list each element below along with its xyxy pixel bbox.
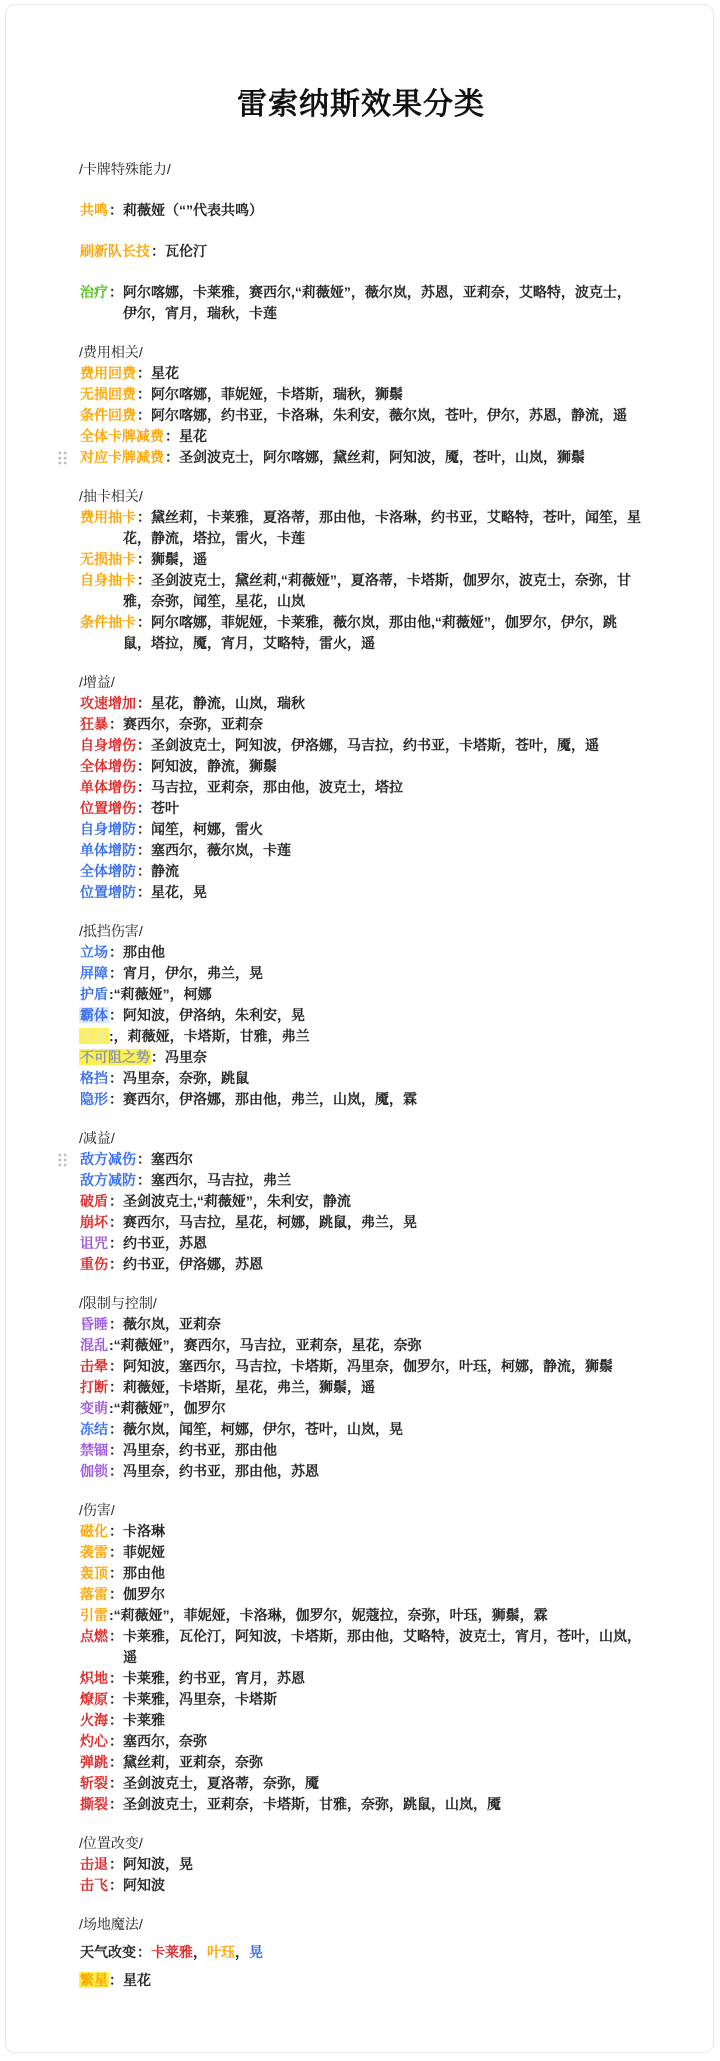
- effect-names: ：冯里奈，约书亚，那由他，苏恩: [109, 1463, 319, 1479]
- effect-names: ：菲妮娅: [109, 1544, 165, 1560]
- effect-row: [79, 1089, 643, 1110]
- effect-label: 击退: [80, 1856, 108, 1872]
- effect-name-segment: ：: [137, 1944, 151, 1960]
- effect-label: 敌方减伤: [80, 1151, 136, 1167]
- effect-label: 点燃: [80, 1628, 108, 1644]
- effect-names: ：黛丝莉，卡莱雅，夏洛蒂，那由他，卡洛琳，约书亚，艾略特，苍叶，闻笙，星花，静流，塔拉，雷火，卡莲: [123, 509, 641, 546]
- section-header: /位置改变/: [79, 1835, 143, 1851]
- effect-names: ：阿尔喀娜，约书亚，卡洛琳，朱利安，薇尔岚，苍叶，伊尔，苏恩，静流，遥: [137, 407, 627, 423]
- effect-label: 引雷: [80, 1607, 108, 1623]
- effect-row: [79, 693, 643, 714]
- effect-label: 全体增防: [80, 863, 136, 879]
- effect-names: :，莉薇娅，卡塔斯，甘雅，弗兰: [109, 1028, 310, 1044]
- effect-row: [79, 1440, 643, 1461]
- effect-label: 无损抽卡: [80, 551, 136, 567]
- effect-names: ：圣剑波克士，黛丝莉,“莉薇娅”，夏洛蒂，卡塔斯，伽罗尔，波克士，奈弥，甘雅，奈弥，闻笙，星花，山岚: [123, 572, 631, 609]
- effect-row: [79, 507, 643, 549]
- effect-label: 落雷: [80, 1586, 108, 1602]
- effect-row: [79, 1710, 643, 1731]
- effect-label: 袭雷: [80, 1544, 108, 1560]
- effect-row: [79, 447, 643, 468]
- effect-label: 斩裂: [80, 1775, 108, 1791]
- effect-names: ：塞西尔，奈弥: [109, 1733, 207, 1749]
- drag-handle-icon[interactable]: [57, 1152, 68, 1168]
- document-section: [79, 1128, 643, 1275]
- effect-label: 火海: [80, 1712, 108, 1728]
- effect-label: 对应卡牌减费: [80, 449, 164, 465]
- effect-row: [79, 200, 643, 221]
- document-section: [79, 1293, 643, 1482]
- effect-names: ：星花: [165, 428, 207, 444]
- effect-label: 变萌: [80, 1400, 108, 1416]
- effect-row: [79, 426, 643, 447]
- effect-label: 无损回费: [80, 386, 136, 402]
- effect-row: [79, 735, 643, 756]
- effect-row: [79, 549, 643, 570]
- effect-label: 打断: [80, 1379, 108, 1395]
- effect-names: ：狮鬃，遥: [137, 551, 207, 567]
- effect-names: ：赛西尔，奈弥，亚莉奈: [109, 716, 263, 732]
- effect-label: 费用回费: [80, 365, 136, 381]
- effect-names: ：薇尔岚，亚莉奈: [109, 1316, 221, 1332]
- effect-names: ：冯里奈: [151, 1049, 207, 1065]
- effect-row: [79, 1314, 643, 1335]
- effect-names: :“莉薇娅”，柯娜: [109, 986, 212, 1002]
- effect-row: [79, 1377, 643, 1398]
- effect-label: 混乱: [80, 1337, 108, 1353]
- effect-label: 刷新队长技: [80, 243, 150, 259]
- effect-row: [79, 1752, 643, 1773]
- section-header: /费用相关/: [79, 344, 143, 360]
- effect-names: ：塞西尔: [137, 1151, 193, 1167]
- effect-row: [79, 1254, 643, 1275]
- effect-row: [79, 1773, 643, 1794]
- document-page: [5, 4, 714, 2053]
- effect-names: ：星花: [109, 1972, 151, 1988]
- effect-row: [79, 1026, 643, 1047]
- effect-label: 立场: [80, 944, 108, 960]
- effect-label: 狂暴: [80, 716, 108, 732]
- effect-label: 费用抽卡: [80, 509, 136, 525]
- effect-names: ：阿知波: [109, 1877, 165, 1893]
- effect-row: [79, 1626, 643, 1668]
- effect-names: ：黛丝莉，亚莉奈，奈弥: [109, 1754, 263, 1770]
- effect-names: ：卡莱雅，冯里奈，卡塔斯: [109, 1691, 277, 1707]
- effect-label: 条件抽卡: [80, 614, 136, 630]
- effect-row: [79, 1970, 643, 1991]
- effect-label: 全体增伤: [80, 758, 136, 774]
- section-header: /卡牌特殊能力/: [79, 161, 171, 177]
- effect-names: ：伽罗尔: [109, 1586, 165, 1602]
- effect-label: 重伤: [80, 1256, 108, 1272]
- effect-names: ：阿知波，塞西尔，马吉拉，卡塔斯，冯里奈，伽罗尔，叶珏，柯娜，静流，狮鬃: [109, 1358, 613, 1374]
- effect-label: 敌方减防: [80, 1172, 136, 1188]
- effect-label: 禁锢: [80, 1442, 108, 1458]
- effect-label: 位置增伤: [80, 800, 136, 816]
- effect-row: [79, 1854, 643, 1875]
- document-content: [79, 159, 643, 1991]
- effect-name-segment: 叶珏: [207, 1944, 235, 1960]
- effect-row: [79, 777, 643, 798]
- effect-names: ：马吉拉，亚莉奈，那由他，波克士，塔拉: [137, 779, 403, 795]
- effect-label: 击晕: [80, 1358, 108, 1374]
- section-header: /限制与控制/: [79, 1295, 157, 1311]
- effect-names: ：阿尔喀娜，菲妮娅，卡莱雅，薇尔岚，那由他,“莉薇娅”，伽罗尔，伊尔，跳鼠，塔拉，魇，宵月，艾略特，雷火，遥: [123, 614, 617, 651]
- effect-label: 冻结: [80, 1421, 108, 1437]
- effect-row: [79, 1419, 643, 1440]
- effect-label: 天气改变: [80, 1944, 136, 1960]
- effect-row: [79, 882, 643, 903]
- section-header: /抽卡相关/: [79, 488, 143, 504]
- effect-names: ：阿知波，晃: [109, 1856, 193, 1872]
- effect-label: 治疗: [80, 284, 108, 300]
- effect-row: [79, 756, 643, 777]
- effect-names: ：圣剑波克士，夏洛蒂，奈弥，魇: [109, 1775, 319, 1791]
- effect-row: [79, 714, 643, 735]
- effect-label: 共鸣: [80, 202, 108, 218]
- effect-label: 燎原: [80, 1691, 108, 1707]
- effect-label: 崩坏: [80, 1214, 108, 1230]
- effect-names: ：那由他: [109, 944, 165, 960]
- document-section: [79, 921, 643, 1110]
- effect-names: ：约书亚，苏恩: [109, 1235, 207, 1251]
- effect-label: 炽地: [80, 1670, 108, 1686]
- effect-names: ：圣剑波克士，阿尔喀娜，黛丝莉，阿知波，魇，苍叶，山岚，狮鬃: [165, 449, 585, 465]
- effect-row: [79, 1542, 643, 1563]
- effect-row: [79, 1149, 643, 1170]
- effect-name-segment: ，: [193, 1944, 207, 1960]
- effect-row: [79, 1668, 643, 1689]
- effect-label: 不可阻之势: [80, 1049, 150, 1065]
- effect-label: 全体卡牌减费: [80, 428, 164, 444]
- effect-label: 撕裂: [80, 1796, 108, 1812]
- effect-row: [79, 861, 643, 882]
- effect-names: ：卡洛琳: [109, 1523, 165, 1539]
- effect-row: [79, 384, 643, 405]
- effect-row: [79, 241, 643, 262]
- effect-row: [79, 363, 643, 384]
- effect-label: 自身增伤: [80, 737, 136, 753]
- effect-names: ：阿尔喀娜，卡莱雅，赛西尔,“莉薇娅”，薇尔岚，苏恩，亚莉奈，艾略特，波克士，伊尔，宵月，瑞秋，卡莲: [109, 284, 631, 321]
- effect-row: [79, 405, 643, 426]
- effect-names: ：冯里奈，奈弥，跳鼠: [109, 1070, 249, 1086]
- document-section: [79, 342, 643, 468]
- effect-name-segment: ，: [235, 1944, 249, 1960]
- effect-names: ：阿尔喀娜，菲妮娅，卡塔斯，瑞秋，狮鬃: [137, 386, 403, 402]
- effect-names: :“莉薇娅”，菲妮娅，卡洛琳，伽罗尔，妮蔻拉，奈弥，叶珏，狮鬃，霖: [109, 1607, 548, 1623]
- effect-names: ：星花，静流，山岚，瑞秋: [137, 695, 305, 711]
- effect-row: [79, 1875, 643, 1896]
- effect-label: 位置增防: [80, 884, 136, 900]
- effect-names: ：莉薇娅，卡塔斯，星花，弗兰，狮鬃，遥: [109, 1379, 375, 1395]
- effect-label: 弹跳: [80, 1754, 108, 1770]
- effect-names: ：星花: [137, 365, 179, 381]
- effect-names: ：圣剑波克士，亚莉奈，卡塔斯，甘雅，奈弥，跳鼠，山岚，魇: [109, 1796, 501, 1812]
- effect-names: ：那由他: [109, 1565, 165, 1581]
- effect-label: 自身抽卡: [80, 572, 136, 588]
- effect-names: ：瓦伦汀: [151, 243, 207, 259]
- effect-label: 格挡: [80, 1070, 108, 1086]
- effect-name-segment: 卡莱雅: [151, 1944, 193, 1960]
- section-header: /场地魔法/: [79, 1916, 143, 1932]
- effect-label: 繁星: [80, 1972, 108, 1988]
- effect-label: 无敌: [80, 1028, 108, 1044]
- effect-row: [79, 942, 643, 963]
- effect-row: [79, 963, 643, 984]
- effect-row: [79, 798, 643, 819]
- document-section: [79, 1914, 643, 1991]
- effect-label: 隐形: [80, 1091, 108, 1107]
- effect-names: ：卡莱雅: [109, 1712, 165, 1728]
- effect-names: ：星花，晃: [137, 884, 207, 900]
- effect-row: [79, 1942, 643, 1963]
- effect-row: [79, 612, 643, 654]
- effect-label: 磁化: [80, 1523, 108, 1539]
- effect-row: [79, 1794, 643, 1815]
- effect-row: [79, 282, 643, 324]
- section-header: /伤害/: [79, 1502, 115, 1518]
- effect-row: [79, 1689, 643, 1710]
- effect-names: ：莉薇娅（“”代表共鸣）: [109, 202, 263, 218]
- effect-label: 攻速增加: [80, 695, 136, 711]
- effect-row: [79, 1605, 643, 1626]
- effect-row: [79, 1170, 643, 1191]
- effect-row: [79, 984, 643, 1005]
- effect-names: ：静流: [137, 863, 179, 879]
- effect-row: [79, 1356, 643, 1377]
- effect-names: ：薇尔岚，闻笙，柯娜，伊尔，苍叶，山岚，晃: [109, 1421, 403, 1437]
- effect-names: ：卡莱雅，瓦伦汀，阿知波，卡塔斯，那由他，艾略特，波克士，宵月，苍叶，山岚，遥: [109, 1628, 641, 1665]
- effect-names: ：宵月，伊尔，弗兰，晃: [109, 965, 263, 981]
- effect-names: ：塞西尔，薇尔岚，卡莲: [137, 842, 291, 858]
- section-header: /抵挡伤害/: [79, 923, 143, 939]
- effect-row: [79, 840, 643, 861]
- effect-label: 霸体: [80, 1007, 108, 1023]
- document-section: [79, 486, 643, 654]
- effect-names: ：阿知波，静流，狮鬃: [137, 758, 277, 774]
- effect-row: [79, 1584, 643, 1605]
- effect-label: 伽锁: [80, 1463, 108, 1479]
- effect-names: ：赛西尔，伊洛娜，那由他，弗兰，山岚，魇，霖: [109, 1091, 417, 1107]
- effect-name-segment: 晃: [249, 1944, 263, 1960]
- effect-names: ：约书亚，伊洛娜，苏恩: [109, 1256, 263, 1272]
- effect-label: 单体增伤: [80, 779, 136, 795]
- effect-row: [79, 1461, 643, 1482]
- document-section: [79, 1833, 643, 1896]
- effect-names: ：塞西尔，马吉拉，弗兰: [137, 1172, 291, 1188]
- effect-row: [79, 1068, 643, 1089]
- effect-label: 单体增防: [80, 842, 136, 858]
- effect-label: 灼心: [80, 1733, 108, 1749]
- effect-row: [79, 1563, 643, 1584]
- effect-names: ：赛西尔，马吉拉，星花，柯娜，跳鼠，弗兰，晃: [109, 1214, 417, 1230]
- effect-names: :“莉薇娅”，赛西尔，马吉拉，亚莉奈，星花，奈弥: [109, 1337, 422, 1353]
- document-section: [79, 672, 643, 903]
- effect-row: [79, 1521, 643, 1542]
- effect-row: [79, 1212, 643, 1233]
- effect-label: 昏睡: [80, 1316, 108, 1332]
- page-title: 雷索纳斯效果分类: [237, 88, 485, 121]
- effect-label: 护盾: [80, 986, 108, 1002]
- effect-row: [79, 1335, 643, 1356]
- effect-row: [79, 1233, 643, 1254]
- effect-names: ：闻笙，柯娜，雷火: [137, 821, 263, 837]
- effect-row: [79, 1047, 643, 1068]
- drag-handle-icon[interactable]: [57, 450, 68, 466]
- effect-label: 屏障: [80, 965, 108, 981]
- effect-label: 击飞: [80, 1877, 108, 1893]
- effect-label: 破盾: [80, 1193, 108, 1209]
- effect-row: [79, 1005, 643, 1026]
- section-header: /增益/: [79, 674, 115, 690]
- effect-row: [79, 1398, 643, 1419]
- effect-label: 自身增防: [80, 821, 136, 837]
- effect-label: 诅咒: [80, 1235, 108, 1251]
- effect-row: [79, 819, 643, 840]
- effect-names: :“莉薇娅”，伽罗尔: [109, 1400, 226, 1416]
- effect-names: ：圣剑波克士，阿知波，伊洛娜，马吉拉，约书亚，卡塔斯，苍叶，魇，遥: [137, 737, 599, 753]
- effect-names: ：阿知波，伊洛纳，朱利安，晃: [109, 1007, 305, 1023]
- effect-names: ：卡莱雅，约书亚，宵月，苏恩: [109, 1670, 305, 1686]
- effect-label: 轰顶: [80, 1565, 108, 1581]
- effect-names: ：圣剑波克士,“莉薇娅”，朱利安，静流: [109, 1193, 351, 1209]
- effect-row: [79, 570, 643, 612]
- document-section: [79, 1500, 643, 1815]
- document-section: [79, 159, 643, 324]
- effect-label: 条件回费: [80, 407, 136, 423]
- effect-row: [79, 1191, 643, 1212]
- section-header: /减益/: [79, 1130, 115, 1146]
- effect-row: [79, 1731, 643, 1752]
- effect-names: ：冯里奈，约书亚，那由他: [109, 1442, 277, 1458]
- effect-names: ：苍叶: [137, 800, 179, 816]
